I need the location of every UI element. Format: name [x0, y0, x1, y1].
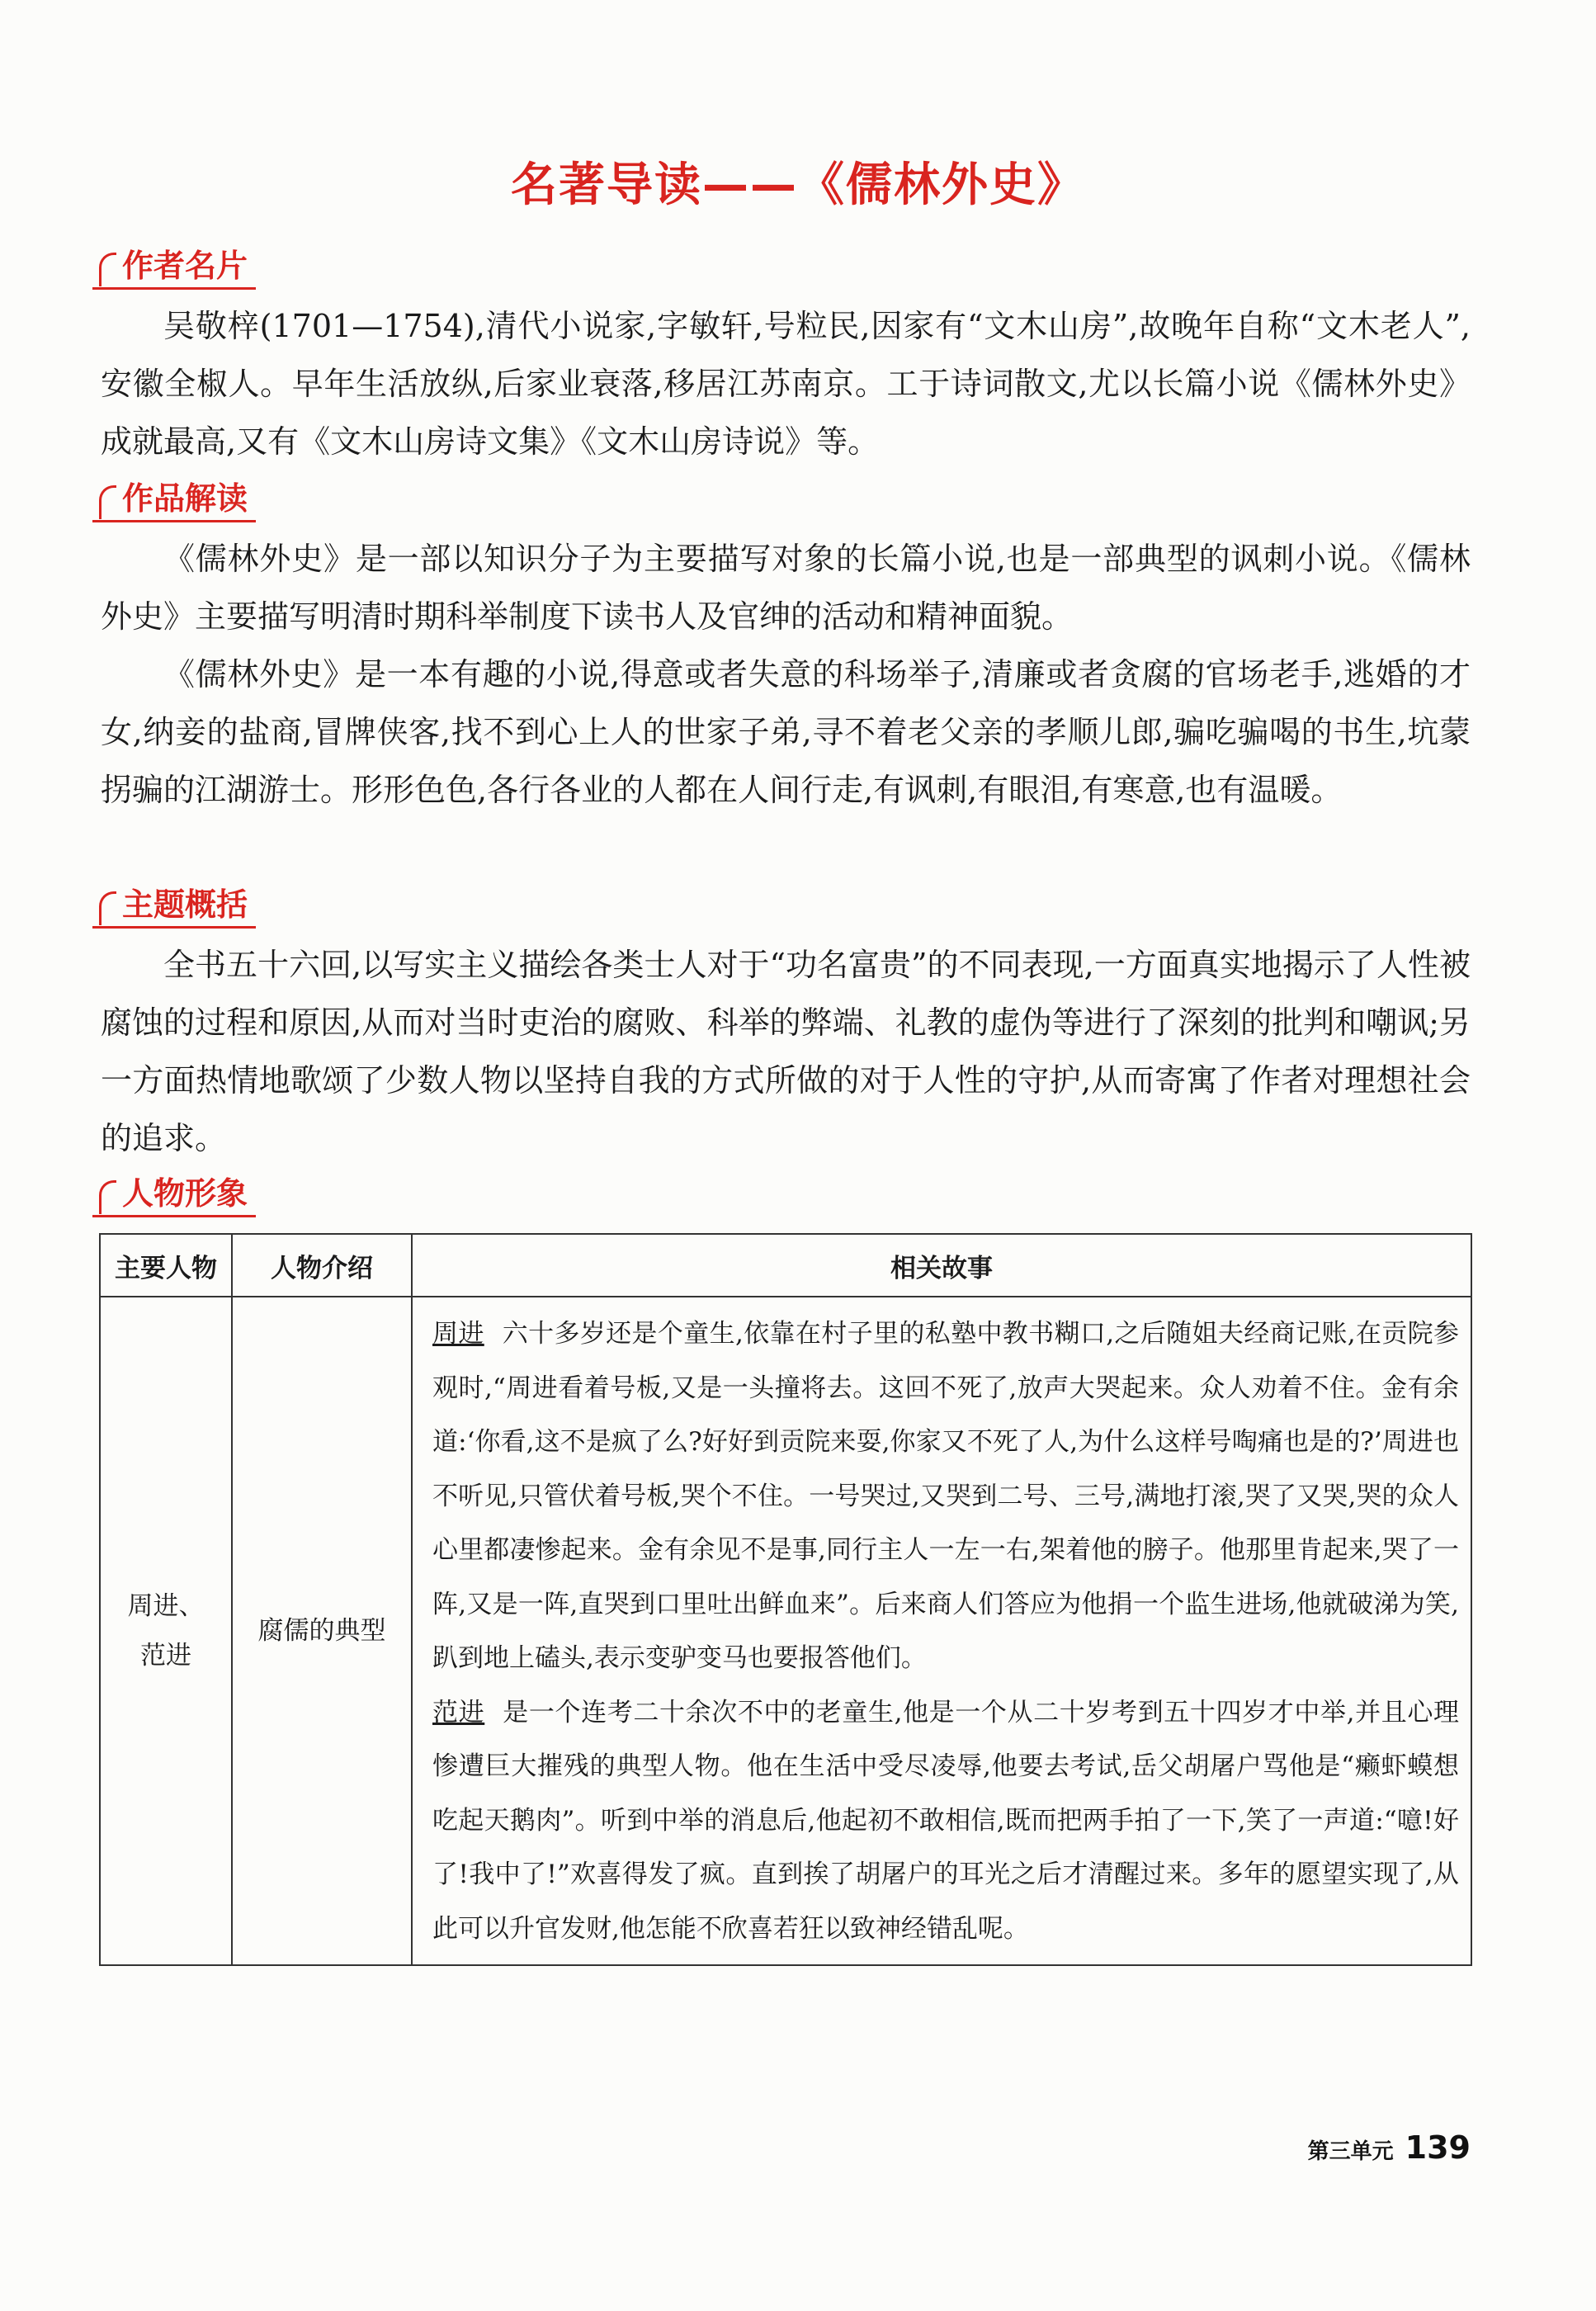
page-footer	[1308, 2129, 1471, 2166]
section-heading-characters: 人物形象	[92, 1172, 256, 1217]
story-fan	[432, 1686, 1459, 1957]
page-number: 139	[1405, 2129, 1471, 2166]
work-paragraph-1: 《儒林外史》是一部以知识分子为主要描写对象的长篇小说,也是一部典型的讽刺小说。《儒林外史》主要描写明清时期科举制度下读书人及官绅的活动和精神面貌。	[101, 541, 1471, 635]
character-intro-cell: 腐儒的典型	[232, 1297, 412, 1965]
theme-paragraph: 全书五十六回,以写实主义描绘各类士人对于“功名富贵”的不同表现,一方面真实地揭示了人性被腐蚀的过程和原因,从而对当时吏治的腐败、科举的弊端、礼教的虚伪等进行了深刻的批判和嘲讽;另一方面热情地歌颂了少数人物以坚持自我的方式所做的对于人性的守护,从而寄寓了作者对理想社会的追求。	[101, 947, 1471, 1156]
story-cell	[412, 1297, 1471, 1965]
story-fan-text: 是一个连考二十余次不中的老童生,他是一个从二十岁考到五十四岁才中举,并且心理惨遭巨大摧残的典型人物。他在生活中受尽凌辱,他要去考试,岳父胡屠户骂他是“癞虾蟆想吃起天鹅肉”。听到中举的消息后,他起初不敢相信,既而把两手拍了一下,笑了一声道:“噫!好了!我中了!”欢喜得发了疯。直到挨了胡屠户的耳光之后才清醒过来。多年的愿望实现了,从此可以升官发财,他怎能不欣喜若狂以致神经错乱呢。	[432, 1697, 1459, 1944]
table-row	[100, 1297, 1471, 1965]
unit-label: 第三单元	[1307, 2139, 1394, 2164]
header-character-intro: 人物介绍	[232, 1234, 412, 1297]
page-title: 名著导读——《儒林外史》	[511, 158, 1085, 212]
section-heading-theme: 主题概括	[92, 883, 256, 929]
work-paragraph-2: 《儒林外史》是一本有趣的小说,得意或者失意的科场举子,清廉或者贪腐的官场老手,逃婚的才女,纳妾的盐商,冒牌侠客,找不到心上人的世家子弟,寻不着老父亲的孝顺儿郎,骗吃骗喝的书生,坑蒙拐骗的江湖游士。形形色色,各行各业的人都在人间行走,有讽刺,有眼泪,有寒意,也有温暖。	[101, 656, 1471, 808]
characters-table	[99, 1233, 1472, 1966]
character-names-cell	[100, 1297, 232, 1965]
author-paragraph: 吴敬梓(1701—1754),清代小说家,字敏轩,号粒民,因家有“文木山房”,故晚年自称“文木老人”,安徽全椒人。早年生活放纵,后家业衰落,移居江苏南京。工于诗词散文,尤以长篇小说《儒林外史》成就最高,又有《文木山房诗文集》《文木山房诗说》等。	[101, 308, 1471, 460]
header-related-stories: 相关故事	[412, 1234, 1471, 1297]
character-name-zhou: 周进、	[127, 1591, 205, 1621]
character-name-fan: 范进	[140, 1641, 191, 1671]
story-zhou-name: 周进	[432, 1319, 484, 1349]
section-heading-work: 作品解读	[92, 477, 256, 522]
story-fan-name: 范进	[432, 1697, 485, 1727]
table-header-row	[100, 1234, 1471, 1297]
story-zhou	[432, 1307, 1459, 1686]
section-heading-author: 作者名片	[92, 244, 256, 290]
header-main-characters: 主要人物	[100, 1234, 232, 1297]
story-zhou-text: 六十多岁还是个童生,依靠在村子里的私塾中教书糊口,之后随姐夫经商记账,在贡院参观时,“周进看着号板,又是一头撞将去。这回不死了,放声大哭起来。众人劝着不住。金有余道:‘你看,这不是疯了么?好好到贡院来耍,你家又不死了人,为什么这样号啕痛也是的?’周进也不听见,只管伏着号板,哭个不住。一号哭过,又哭到二号、三号,满地打滚,哭了又哭,哭的众人心里都凄惨起来。金有余见不是事,同行主人一左一右,架着他的膀子。他那里肯起来,哭了一阵,又是一阵,直哭到口里吐出鲜血来”。后来商人们答应为他捐一个监生进场,他就破涕为笑,趴到地上磕头,表示变驴变马也要报答他们。	[432, 1319, 1460, 1673]
